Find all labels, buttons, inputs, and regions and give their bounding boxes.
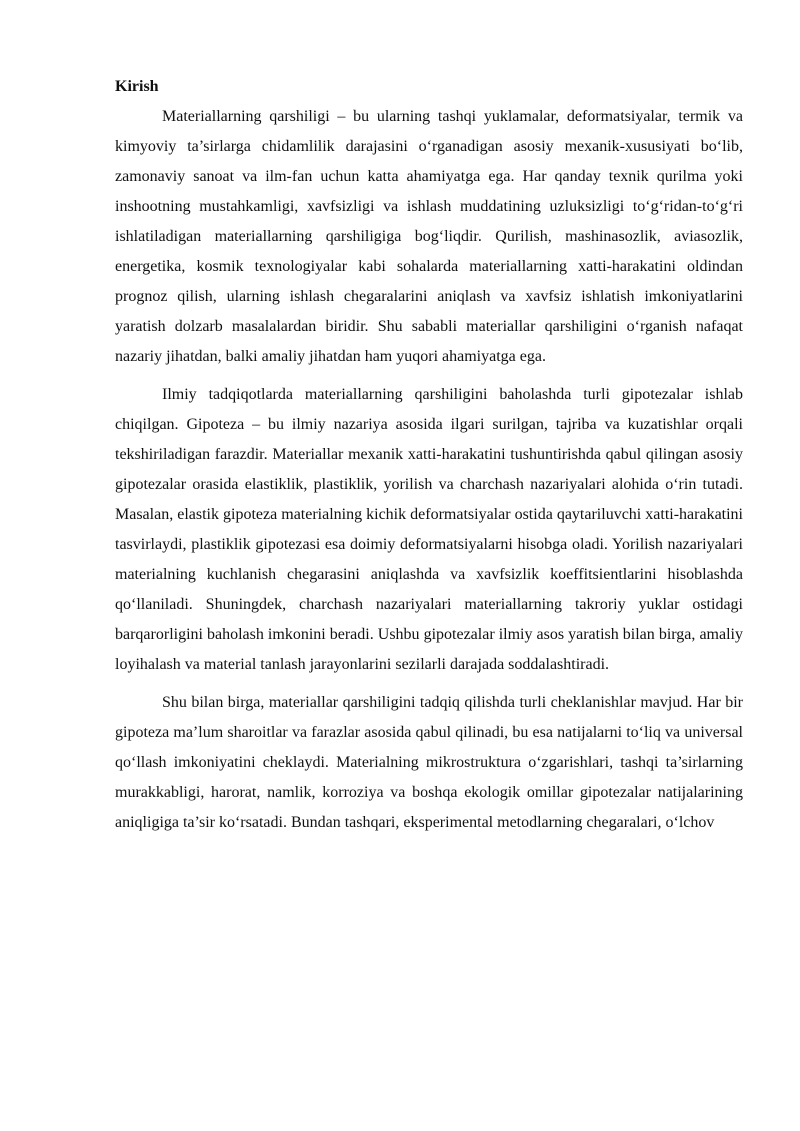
document-page	[115, 72, 743, 846]
paragraph-3: Shu bilan birga, materiallar qarshiligini tadqiq qilishda turli cheklanishlar mavjud. Har bir gipoteza ma’lum sharoitlar va farazlar asosida qabul qilinadi, bu esa natijalarni to‘liq va universal qo‘llash imkoniyatini cheklaydi. Materialning mikrostruktura o‘zgarishlari, tashqi ta’sirlarning murakkabligi, harorat, namlik, korroziya va boshqa ekologik omillar gipotezalar natijalarining aniqligiga ta’sir ko‘rsatadi. Bundan tashqari, eksperimental metodlarning chegaralari, o‘lchov	[115, 694, 743, 831]
paragraph-1: Materiallarning qarshiligi – bu ularning tashqi yuklamalar, deformatsiyalar, termik va kimyoviy ta’sirlarga chidamlilik darajasini o‘rganadigan asosiy mexanik-xususiyati bo‘lib, zamonaviy sanoat va ilm-fan uchun katta ahamiyatga ega. Har qanday texnik qurilma yoki inshootning mustahkamligi, xavfsizligi va ishlash muddatining uzluksizligi to‘g‘ridan-to‘g‘ri ishlatiladigan materiallarning qarshiligiga bog‘liqdir. Qurilish, mashinasozlik, aviasozlik, energetika, kosmik texnologiyalar kabi sohalarda materiallarning xatti-harakatini oldindan prognoz qilish, ularning ishlash chegaralarini aniqlash va xavfsiz ishlatish imkoniyatlarini yaratish dolzarb masalalardan biridir. Shu sababli materiallar qarshiligini o‘rganish nafaqat nazariy jihatdan, balki amaliy jihatdan ham yuqori ahamiyatga ega.	[115, 108, 743, 365]
section-heading: Kirish	[115, 78, 159, 95]
paragraph-2: Ilmiy tadqiqotlarda materiallarning qarshiligini baholashda turli gipotezalar ishlab chiqilgan. Gipoteza – bu ilmiy nazariya asosida ilgari surilgan, tajriba va kuzatishlar orqali tekshiriladigan farazdir. Materiallar mexanik xatti-harakatini tushuntirishda qabul qilingan asosiy gipotezalar orasida elastiklik, plastiklik, yorilish va charchash nazariyalari alohida o‘rin tutadi. Masalan, elastik gipoteza materialning kichik deformatsiyalar ostida qaytariluvchi xatti-harakatini tasvirlaydi, plastiklik gipotezasi esa doimiy deformatsiyalarni hisobga oladi. Yorilish nazariyalari materialning kuchlanish chegarasini aniqlashda va xavfsizlik koeffitsientlarini hisoblashda qo‘llaniladi. Shuningdek, charchash nazariyalari materiallarning takroriy yuklar ostidagi barqarorligini baholash imkonini beradi. Ushbu gipotezalar ilmiy asos yaratish bilan birga, amaliy loyihalash va material tanlash jarayonlarini sezilarli darajada soddalashtiradi.	[115, 386, 743, 673]
